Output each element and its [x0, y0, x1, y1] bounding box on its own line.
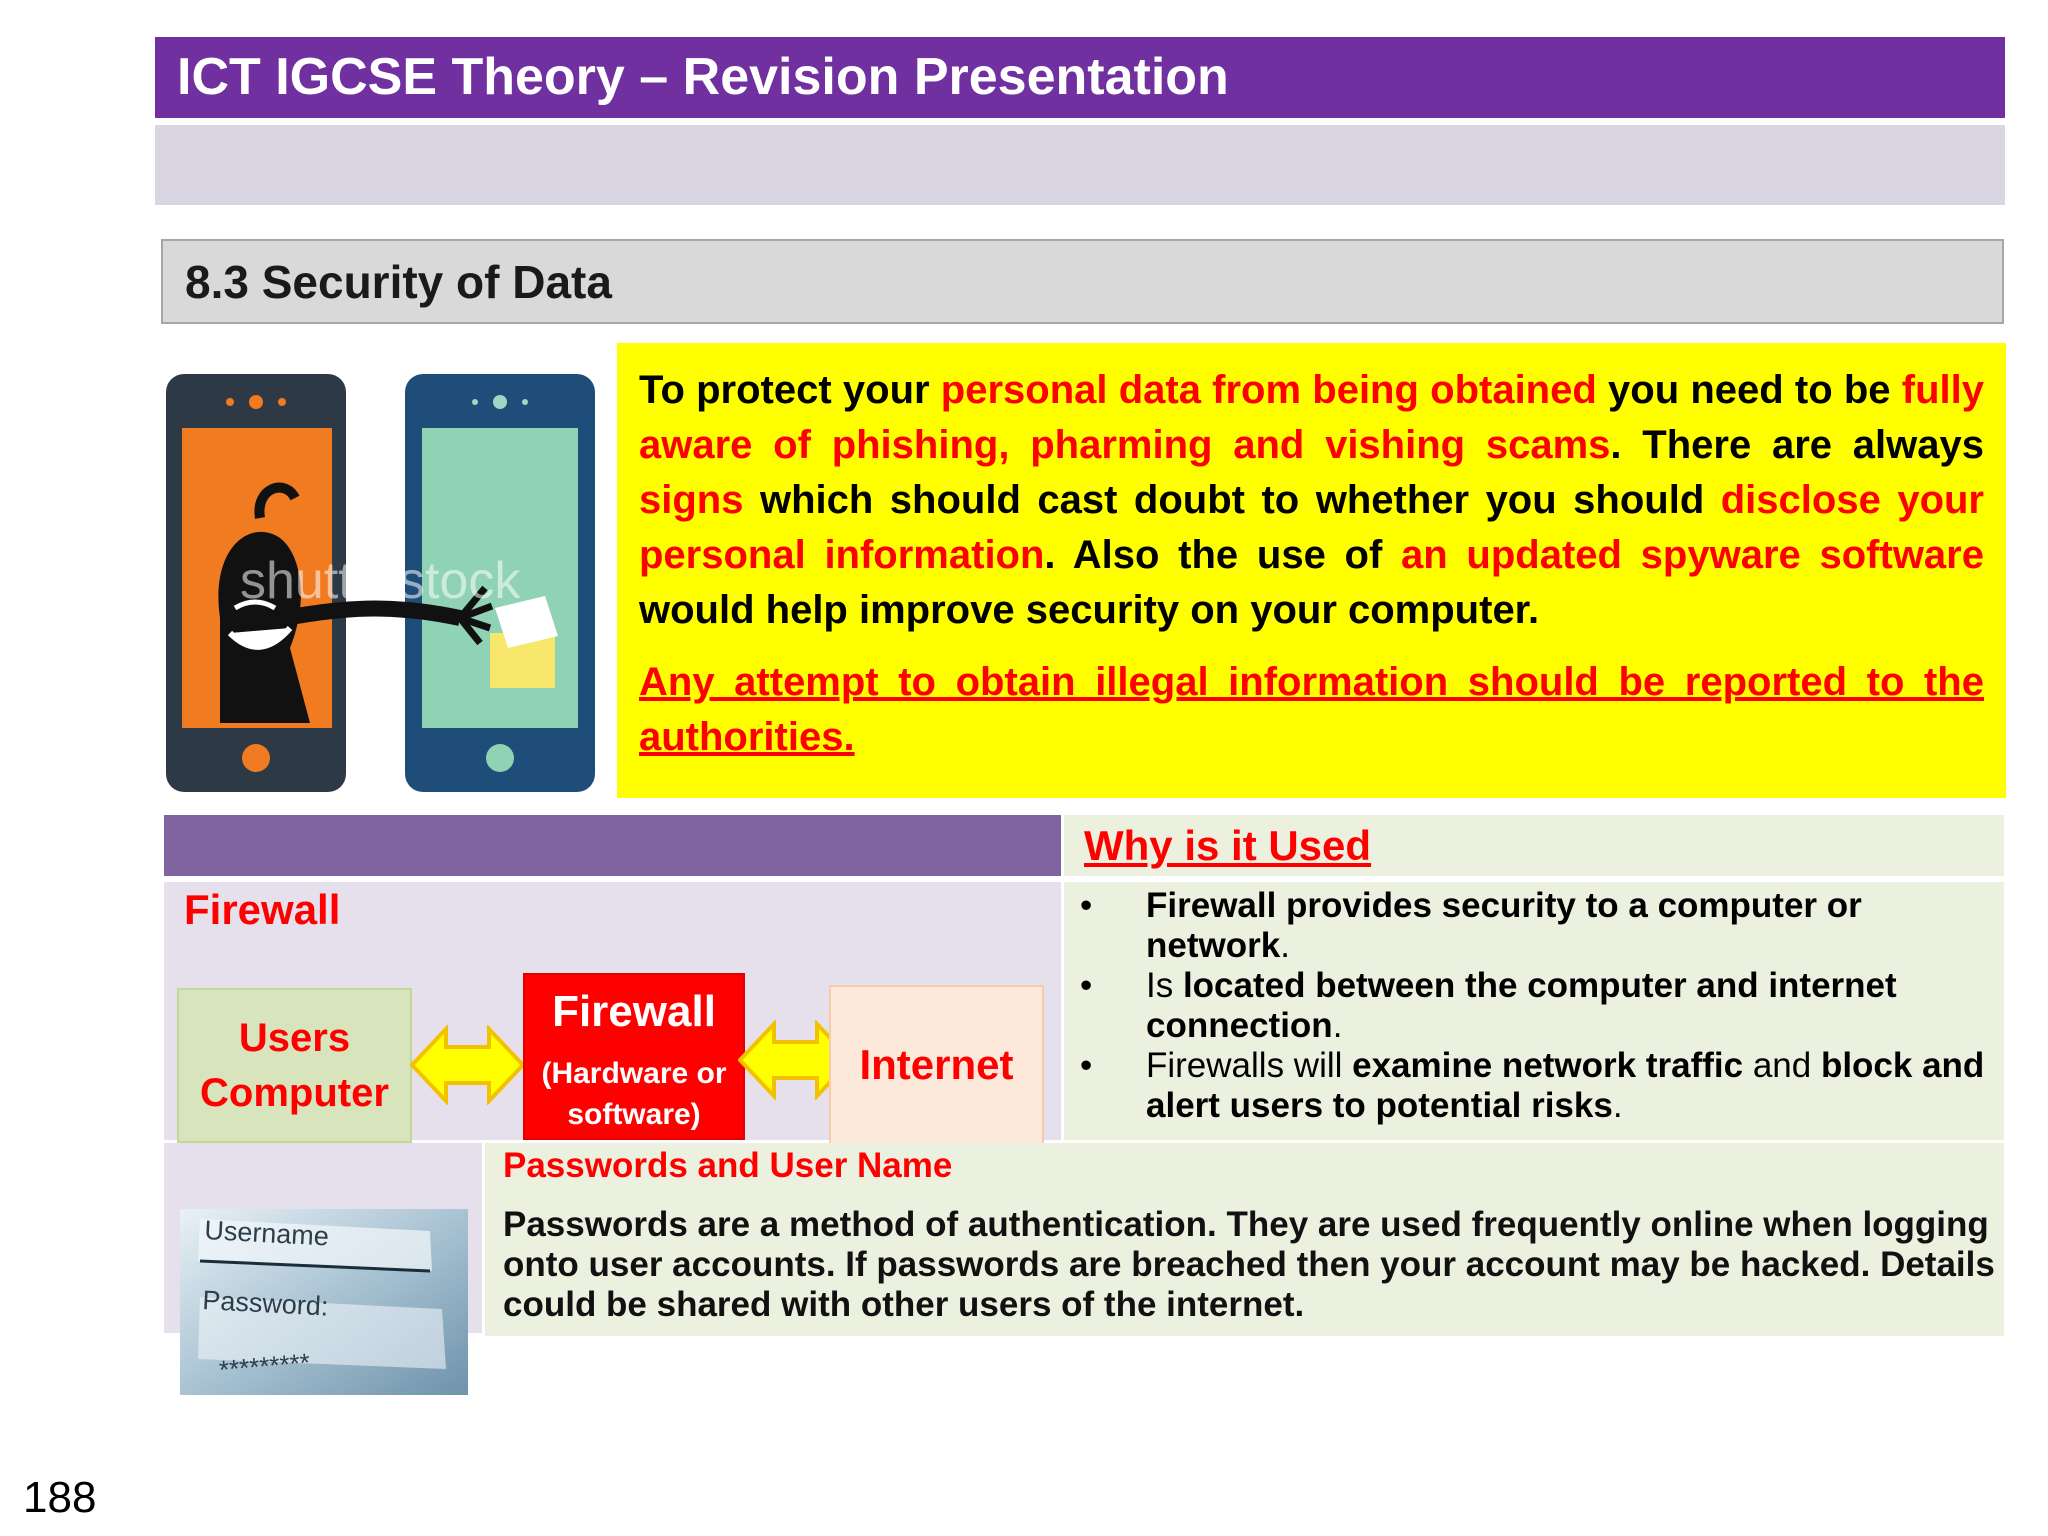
- internet-box: Internet: [829, 985, 1044, 1145]
- why-header-label: Why is it Used: [1084, 822, 1372, 869]
- intro-text: would help improve security on your computer.: [639, 588, 1540, 632]
- highlight-text: signs: [639, 478, 744, 522]
- table-header-right: [1064, 815, 2004, 876]
- bullet-icon: •: [1080, 1046, 1093, 1085]
- title-bar: [155, 37, 2005, 118]
- phishing-phones-icon: [160, 368, 600, 798]
- why-item-text: .: [1332, 1006, 1343, 1045]
- bullet-icon: •: [1080, 966, 1093, 1005]
- masked-password: *********: [217, 1347, 312, 1385]
- presentation-title: ICT IGCSE Theory – Revision Presentation: [177, 48, 1229, 106]
- table-header-left: [164, 815, 1061, 876]
- firewall-box: [523, 973, 745, 1140]
- why-item-text: Firewalls will: [1146, 1046, 1353, 1085]
- why-list: [1080, 886, 2000, 1126]
- username-label: Username: [203, 1215, 330, 1252]
- why-item-text: .: [1612, 1086, 1623, 1125]
- why-item: [1080, 1046, 2000, 1126]
- users-computer-box: Users Computer: [177, 988, 412, 1143]
- why-item-text: examine network traffic: [1352, 1046, 1744, 1085]
- highlight-text: an updated spyware software: [1401, 533, 1984, 577]
- intro-text: To protect your: [639, 368, 941, 412]
- intro-text: . There are always: [1610, 423, 1984, 467]
- firewall-box-subtitle: (Hardware or software): [541, 1057, 727, 1131]
- passwords-text: Passwords are a method of authentication. They are used frequently online when logging onto user accounts. If passwords are breached then your account may be hacked. Details could be shared with other users of the internet.: [503, 1205, 1995, 1324]
- intro-panel: [617, 343, 2006, 798]
- intro-paragraph: [639, 363, 1984, 638]
- why-item-text: Is: [1146, 966, 1183, 1005]
- passwords-title: Passwords and User Name: [503, 1146, 953, 1185]
- why-item-text: located between the computer and internet connection: [1146, 966, 1897, 1045]
- why-item: [1080, 886, 2000, 966]
- firewall-label: Firewall: [184, 886, 341, 933]
- double-arrow-icon: [410, 1025, 525, 1105]
- why-item: [1080, 966, 2000, 1046]
- firewall-box-title: Firewall: [552, 987, 716, 1036]
- intro-text: you need to be: [1596, 368, 1902, 412]
- section-title: 8.3 Security of Data: [185, 256, 612, 308]
- subtitle-bar: [155, 125, 2005, 205]
- page-number: 188: [23, 1473, 97, 1522]
- password-label: Password:: [201, 1285, 330, 1322]
- bullet-icon: •: [1080, 886, 1093, 925]
- login-form-image: [180, 1209, 468, 1395]
- warning-text: Any attempt to obtain illegal information should be reported to the authorities.: [639, 660, 1984, 759]
- why-item-text: .: [1280, 926, 1290, 965]
- intro-text: which should cast doubt to whether you should: [743, 478, 1721, 522]
- why-item-text: block and alert users to potential risks: [1146, 1046, 1985, 1125]
- highlight-text: disclose your personal information: [639, 478, 1984, 577]
- why-item-text: Firewall provides security to a computer or network: [1146, 886, 1862, 965]
- highlight-text: fully aware of phishing, pharming and vishing scams: [639, 368, 1984, 467]
- highlight-text: personal data from being obtained: [940, 368, 1597, 412]
- why-item-text: and: [1743, 1046, 1821, 1085]
- watermark-text: shutterstock: [240, 552, 521, 610]
- intro-text: . Also the use of: [1044, 533, 1402, 577]
- section-header: [161, 239, 2004, 324]
